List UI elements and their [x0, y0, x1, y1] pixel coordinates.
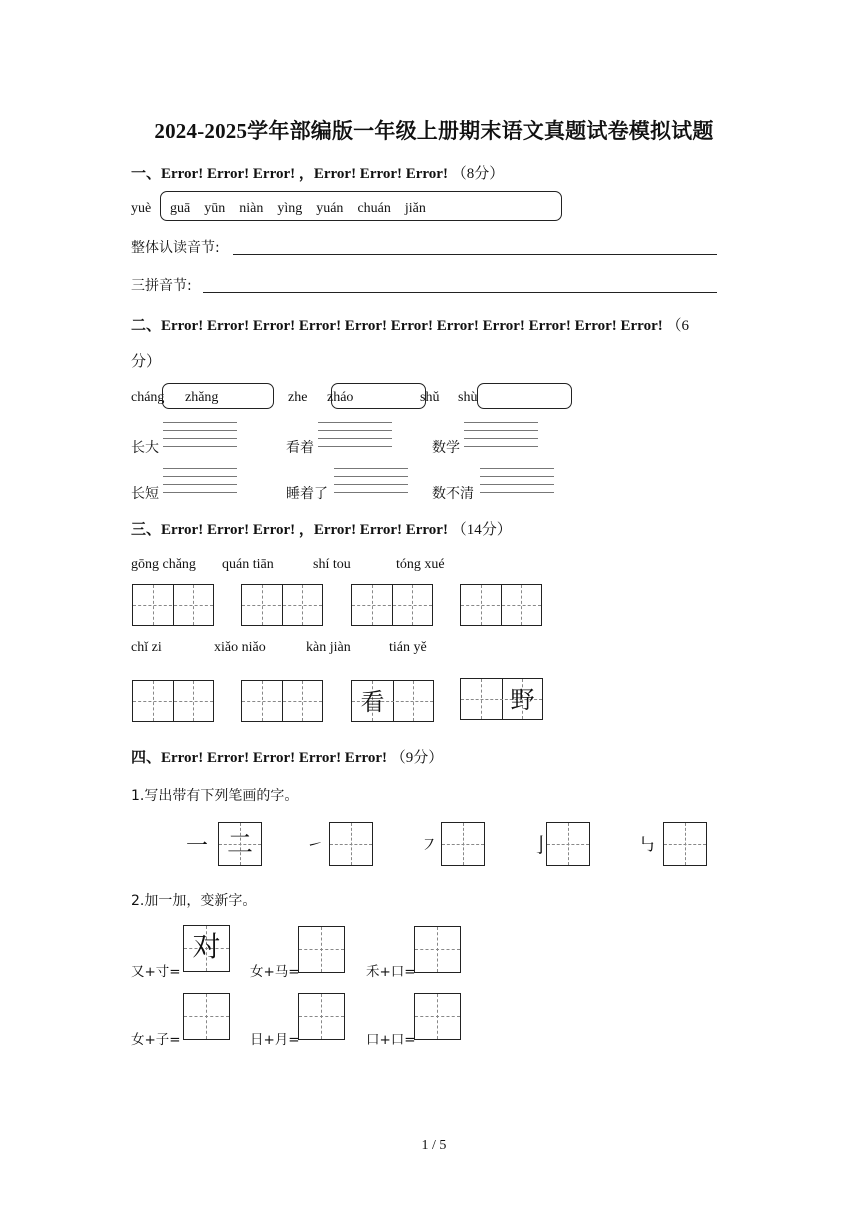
polyphone-pinyin: zháo — [327, 390, 354, 405]
word: 长短 — [131, 486, 159, 502]
question-2: 2.加一加，变新字。 — [131, 893, 257, 909]
section-4-points: （9分） — [390, 750, 444, 766]
pinyin-item: jiǎn — [404, 201, 426, 216]
answer-line-1[interactable] — [233, 254, 717, 255]
tian-grid[interactable] — [183, 925, 230, 972]
add-item: 禾+口= — [366, 964, 416, 980]
section-4-text: 四、Error! Error! Error! Error! Error! — [131, 750, 391, 766]
section-2-text: 二、Error! Error! Error! Error! Error! Error! Error! Error! Error! Error! Error! — [131, 318, 667, 334]
section-1-points: （8分） — [451, 166, 505, 182]
pinyin-word: gōng chǎng — [131, 557, 196, 572]
pinyin-item: niàn — [239, 201, 264, 216]
tian-grid[interactable] — [218, 822, 262, 866]
polyphone-pinyin: zhǎng — [185, 390, 219, 405]
tian-grid-pair[interactable] — [132, 680, 214, 722]
example-char: 二 — [226, 830, 253, 860]
polyphone-pinyin: shǔ — [420, 390, 440, 405]
stroke-glyph: ㇀ — [306, 835, 324, 856]
section-1-text: 一、Error! Error! Error! ，Error! Error! Error! — [131, 166, 452, 182]
pinyin-word: tóng xué — [396, 557, 445, 572]
tian-grid[interactable] — [414, 993, 461, 1040]
add-item: 女+马= — [250, 964, 300, 980]
page-title: 2024-2025学年部编版一年级上册期末语文真题试卷模拟试题 — [154, 119, 714, 143]
tian-grid-pair[interactable] — [351, 584, 433, 626]
tian-grid-pair[interactable] — [241, 680, 323, 722]
tian-grid[interactable] — [663, 822, 707, 866]
four-line-grid[interactable] — [163, 468, 237, 498]
lead-pinyin: yuè — [131, 201, 152, 216]
question-1: 1.写出带有下列笔画的字。 — [131, 788, 299, 804]
tian-grid-pair[interactable] — [460, 584, 542, 626]
example-char: 对 — [192, 930, 221, 963]
section-2-points: （6 — [666, 318, 689, 334]
section-4-heading — [131, 746, 443, 767]
four-line-grid[interactable] — [163, 422, 237, 452]
section-3-heading — [131, 518, 512, 539]
four-line-grid[interactable] — [464, 422, 538, 452]
stroke-glyph: ㇉ — [638, 835, 656, 856]
pinyin-word: xiǎo niǎo — [214, 640, 266, 655]
word: 数不清 — [432, 486, 474, 502]
section-3-points: （14分） — [451, 522, 512, 538]
pinyin-item: yìng — [277, 201, 303, 216]
tian-grid-pair[interactable] — [132, 584, 214, 626]
prefilled-char: 野 — [510, 686, 535, 714]
pinyin-box — [477, 383, 572, 409]
four-line-grid[interactable] — [480, 468, 554, 498]
pinyin-word: chǐ zi — [131, 640, 162, 655]
section-2-heading — [131, 314, 689, 335]
section-3-text: 三、Error! Error! Error! ，Error! Error! Error! — [131, 522, 452, 538]
tian-grid[interactable] — [183, 993, 230, 1040]
tian-grid[interactable] — [414, 926, 461, 973]
add-item: 口+口= — [366, 1032, 416, 1048]
pinyin-word: shí tou — [313, 557, 351, 572]
stroke-glyph: 亅 — [531, 833, 551, 857]
pinyin-item: yuán — [316, 201, 344, 216]
word: 睡着了 — [286, 486, 328, 502]
polyphone-pinyin: zhe — [288, 390, 308, 405]
tian-grid[interactable] — [298, 993, 345, 1040]
tian-grid[interactable] — [441, 822, 485, 866]
pinyin-item: chuán — [357, 201, 391, 216]
tian-grid-pair[interactable] — [351, 680, 434, 722]
pinyin-item: guā — [170, 201, 191, 216]
prefilled-char: 看 — [360, 688, 385, 716]
section-2-points-cont: 分） — [131, 354, 162, 370]
polyphone-pinyin: cháng — [131, 390, 165, 405]
tian-grid-pair[interactable] — [241, 584, 323, 626]
pinyin-word: tián yě — [389, 640, 427, 655]
tian-grid[interactable] — [546, 822, 590, 866]
tian-grid[interactable] — [298, 926, 345, 973]
add-item: 日+月= — [250, 1032, 300, 1048]
word: 长大 — [131, 440, 159, 456]
polyphone-pinyin: shù — [458, 390, 478, 405]
tian-grid-pair[interactable] — [460, 678, 543, 720]
word: 看着 — [286, 440, 314, 456]
add-item: 女+子= — [131, 1032, 181, 1048]
pinyin-word: quán tiān — [222, 557, 274, 572]
add-item: 又+寸= — [131, 964, 181, 980]
stroke-glyph: ㇇ — [420, 835, 438, 856]
overall-syllable-label: 整体认读音节: — [131, 240, 220, 256]
section-1-heading — [131, 162, 504, 183]
page-number: 1 / 5 — [421, 1138, 447, 1153]
pinyin-word: kàn jiàn — [306, 640, 351, 655]
stroke-glyph: 一 — [186, 834, 209, 859]
triple-syllable-label: 三拼音节: — [131, 278, 192, 294]
answer-line-2[interactable] — [203, 292, 717, 293]
tian-grid[interactable] — [329, 822, 373, 866]
four-line-grid[interactable] — [334, 468, 408, 498]
word: 数学 — [432, 440, 460, 456]
four-line-grid[interactable] — [318, 422, 392, 452]
pinyin-list — [170, 201, 560, 217]
pinyin-item: yūn — [204, 201, 226, 216]
